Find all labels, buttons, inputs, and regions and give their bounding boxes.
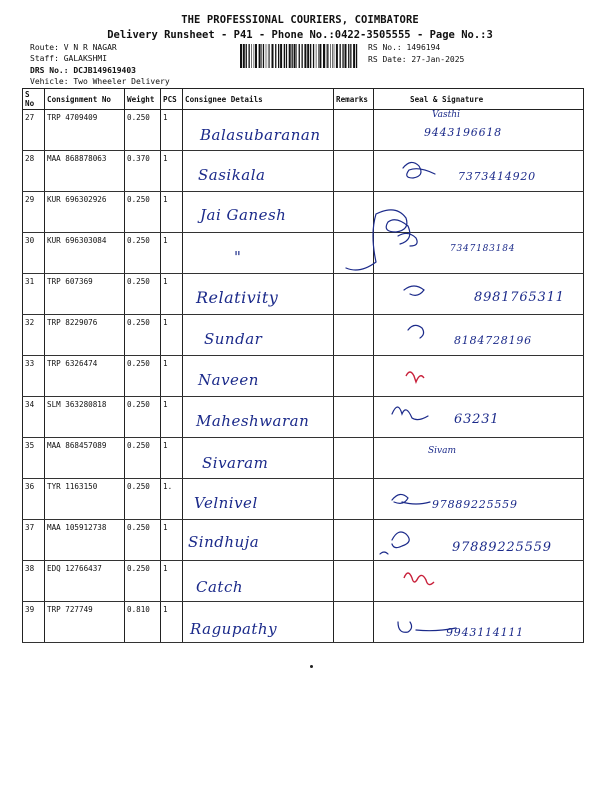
- cell-sno: 33: [23, 356, 45, 397]
- cell-consignment: SLM 363280818: [45, 397, 125, 438]
- cell-pcs: 1: [161, 356, 183, 397]
- stray-mark: [310, 665, 313, 668]
- handwritten-phone: 97889225559: [432, 498, 518, 511]
- cell-pcs: 1: [161, 397, 183, 438]
- col-header-weight: Weight: [125, 89, 161, 110]
- handwritten-name: Jai Ganesh: [200, 206, 287, 224]
- cell-sno: 30: [23, 233, 45, 274]
- cell-sno: 27: [23, 110, 45, 151]
- col-header-consignee: Consignee Details: [183, 89, 334, 110]
- cell-sno: 32: [23, 315, 45, 356]
- handwritten-phone: 9943114111: [446, 626, 524, 639]
- handwritten-phone: 7373414920: [458, 170, 536, 183]
- cell-pcs: 1: [161, 520, 183, 561]
- col-header-remarks: Remarks: [334, 89, 374, 110]
- cell-consignment: TRP 8229076: [45, 315, 125, 356]
- handwritten-name: Catch: [196, 578, 244, 596]
- handwritten-name: Balasubaranan: [200, 126, 321, 144]
- handwritten-name: Maheshwaran: [196, 412, 310, 430]
- cell-sno: 31: [23, 274, 45, 315]
- staff-line: Staff: GALAKSHMI: [30, 54, 108, 64]
- vehicle-line: Vehicle: Two Wheeler Delivery: [30, 77, 170, 87]
- handwritten-name: Sindhuja: [188, 533, 260, 551]
- cell-pcs: 1: [161, 192, 183, 233]
- cell-consignment: MAA 868457089: [45, 438, 125, 479]
- cell-weight: 0.250: [125, 520, 161, 561]
- cell-consignment: TRP 6326474: [45, 356, 125, 397]
- col-header-sno: S No: [23, 89, 45, 110]
- cell-consignment: KUR 696303084: [45, 233, 125, 274]
- cell-consignment: TYR 1163150: [45, 479, 125, 520]
- handwritten-name: Relativity: [196, 288, 279, 307]
- cell-weight: 0.250: [125, 274, 161, 315]
- cell-pcs: 1: [161, 561, 183, 602]
- handwritten-name: Sundar: [204, 330, 263, 348]
- cell-weight: 0.250: [125, 438, 161, 479]
- cell-pcs: 1: [161, 233, 183, 274]
- col-header-pcs: PCS: [161, 89, 183, 110]
- cell-sno: 28: [23, 151, 45, 192]
- company-title: THE PROFESSIONAL COURIERS, COIMBATORE: [181, 14, 419, 26]
- handwritten-phone: 9443196618: [424, 126, 502, 139]
- cell-weight: 0.250: [125, 397, 161, 438]
- cell-sno: 37: [23, 520, 45, 561]
- cell-pcs: 1: [161, 110, 183, 151]
- cell-pcs: 1: [161, 151, 183, 192]
- col-header-seal: Seal & Signature: [374, 89, 584, 110]
- cell-pcs: 1: [161, 315, 183, 356]
- handwritten-name: Naveen: [198, 371, 259, 389]
- cell-sno: 38: [23, 561, 45, 602]
- handwritten-phone: 8184728196: [454, 334, 532, 347]
- drs-line: DRS No.: DCJB149619403: [30, 65, 136, 75]
- cell-weight: 0.250: [125, 233, 161, 274]
- cell-sno: 35: [23, 438, 45, 479]
- handwritten-phone: 8981765311: [474, 290, 565, 305]
- runsheet-subtitle: Delivery Runsheet - P41 - Phone No.:0422-3505555 - Page No.:3: [107, 29, 493, 41]
- route-line: Route: V N R NAGAR: [30, 43, 117, 52]
- handwritten-note: Sivam: [428, 446, 457, 456]
- handwritten-phone: 63231: [454, 412, 500, 427]
- handwritten-note: Vasthi: [432, 110, 460, 120]
- cell-consignment: KUR 696302926: [45, 192, 125, 233]
- cell-sno: 36: [23, 479, 45, 520]
- cell-consignment: TRP 607369: [45, 274, 125, 315]
- cell-sno: 29: [23, 192, 45, 233]
- handwritten-name: Velnivel: [194, 494, 258, 512]
- cell-pcs: 1: [161, 274, 183, 315]
- cell-weight: 0.370: [125, 151, 161, 192]
- cell-weight: 0.250: [125, 561, 161, 602]
- cell-weight: 0.250: [125, 192, 161, 233]
- rs-number: RS No.: 1496194: [368, 43, 441, 52]
- cell-weight: 0.810: [125, 602, 161, 643]
- handwritten-name: ": [234, 248, 242, 266]
- cell-pcs: 1: [161, 438, 183, 479]
- cell-consignment: TRP 727749: [45, 602, 125, 643]
- handwritten-phone: 97889225559: [452, 540, 552, 555]
- cell-weight: 0.250: [125, 110, 161, 151]
- cell-sno: 34: [23, 397, 45, 438]
- cell-sno: 39: [23, 602, 45, 643]
- handwritten-name: Sasikala: [198, 166, 266, 184]
- rs-date: RS Date: 27-Jan-2025: [368, 55, 465, 64]
- handwritten-phone: 7347183184: [450, 244, 516, 254]
- handwritten-name: Ragupathy: [190, 620, 278, 638]
- cell-consignment: EDQ 12766437: [45, 561, 125, 602]
- cell-consignment: MAA 868878063: [45, 151, 125, 192]
- cell-consignment: TRP 4709409: [45, 110, 125, 151]
- col-header-consignment: Consignment No: [45, 89, 125, 110]
- cell-weight: 0.250: [125, 479, 161, 520]
- cell-consignment: MAA 105912738: [45, 520, 125, 561]
- cell-pcs: 1.: [161, 479, 183, 520]
- cell-pcs: 1: [161, 602, 183, 643]
- cell-weight: 0.250: [125, 356, 161, 397]
- handwritten-name: Sivaram: [202, 454, 269, 472]
- cell-weight: 0.250: [125, 315, 161, 356]
